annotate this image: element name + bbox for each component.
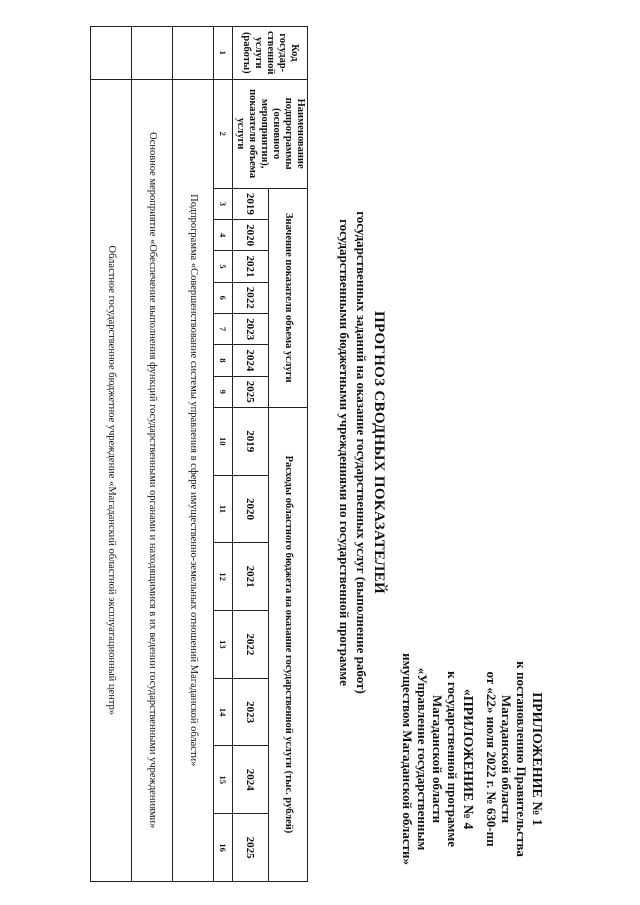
column-number: 13	[214, 611, 233, 679]
column-number: 15	[214, 746, 233, 814]
appendix-header	[400, 653, 544, 865]
year-header: 2022	[233, 611, 269, 679]
header-budget-group: Расходы областного бюджета на оказание государственной услуги (тыс. рублей)	[268, 407, 307, 881]
column-number: 12	[214, 543, 233, 611]
header-code: Код государ-ственной услуги (работы)	[233, 27, 308, 80]
column-number: 4	[214, 220, 233, 251]
appendix-line: «Управление государственным	[415, 667, 430, 851]
year-header: 2023	[233, 678, 269, 746]
column-number: 3	[214, 188, 233, 219]
column-number: 5	[214, 251, 233, 282]
column-number: 6	[214, 282, 233, 313]
year-header: 2021	[233, 543, 269, 611]
forecast-table	[90, 26, 308, 882]
table-row	[132, 27, 173, 882]
table-cell	[91, 27, 132, 80]
year-header: 2021	[233, 251, 269, 282]
column-number: 7	[214, 313, 233, 344]
year-header: 2023	[233, 313, 269, 344]
table-cell	[132, 27, 173, 80]
appendix-inner-number: «ПРИЛОЖЕНИЕ № 4	[460, 688, 475, 830]
column-number: 9	[214, 376, 233, 407]
appendix-line: имуществом Магаданской области»	[400, 653, 415, 865]
document-title-block	[336, 0, 387, 905]
year-header: 2019	[233, 407, 269, 475]
table-row	[91, 27, 132, 882]
appendix-line: Магаданской области	[499, 694, 514, 824]
document-subtitle: государственных заданий на оказание государственных услуг (выполнение работ)	[354, 211, 369, 694]
year-header: 2025	[233, 814, 269, 882]
year-header: 2024	[233, 746, 269, 814]
year-header: 2024	[233, 345, 269, 376]
appendix-line: Магаданской области	[430, 694, 445, 824]
subprogram-row-text: Подпрограмма «Совершенствование системы управления в сфере имущественно-земельных отношений Магаданской области»	[173, 79, 214, 881]
year-header: 2025	[233, 376, 269, 407]
year-header: 2020	[233, 475, 269, 543]
appendix-line: к постановлению Правительства	[514, 661, 529, 857]
main-activity-row-text: Основное мероприятие «Обеспечение выполнения функций государственными органами и находящимися в их ведении государственными учреждениями»	[132, 79, 173, 881]
year-header: 2020	[233, 220, 269, 251]
header-name: Наименование подпрограммы (основного мероприятия), показателя объема услуги	[233, 79, 308, 188]
institution-row-text: Областное государственное бюджетное учреждение «Магаданский областной эксплуатационный центр»	[91, 79, 132, 881]
year-header: 2019	[233, 188, 269, 219]
appendix-date: от «22» июля 2022 г. № 630-пп	[484, 671, 499, 847]
column-number: 1	[214, 27, 233, 80]
table-cell	[173, 27, 214, 80]
column-number: 16	[214, 814, 233, 882]
table-row	[173, 27, 214, 882]
year-header: 2022	[233, 282, 269, 313]
column-number: 10	[214, 407, 233, 475]
document-subtitle: государственными бюджетными учреждениями по государственной программе	[337, 219, 352, 686]
column-number: 14	[214, 678, 233, 746]
column-number: 2	[214, 79, 233, 188]
column-number: 11	[214, 475, 233, 543]
appendix-line: к государственной программе	[445, 671, 460, 847]
document-title: ПРОГНОЗ СВОДНЫХ ПОКАЗАТЕЛЕЙ	[371, 311, 387, 594]
appendix-number: ПРИЛОЖЕНИЕ № 1	[529, 692, 544, 826]
header-volume-group: Значение показателя объема услуги	[268, 188, 307, 407]
column-number: 8	[214, 345, 233, 376]
